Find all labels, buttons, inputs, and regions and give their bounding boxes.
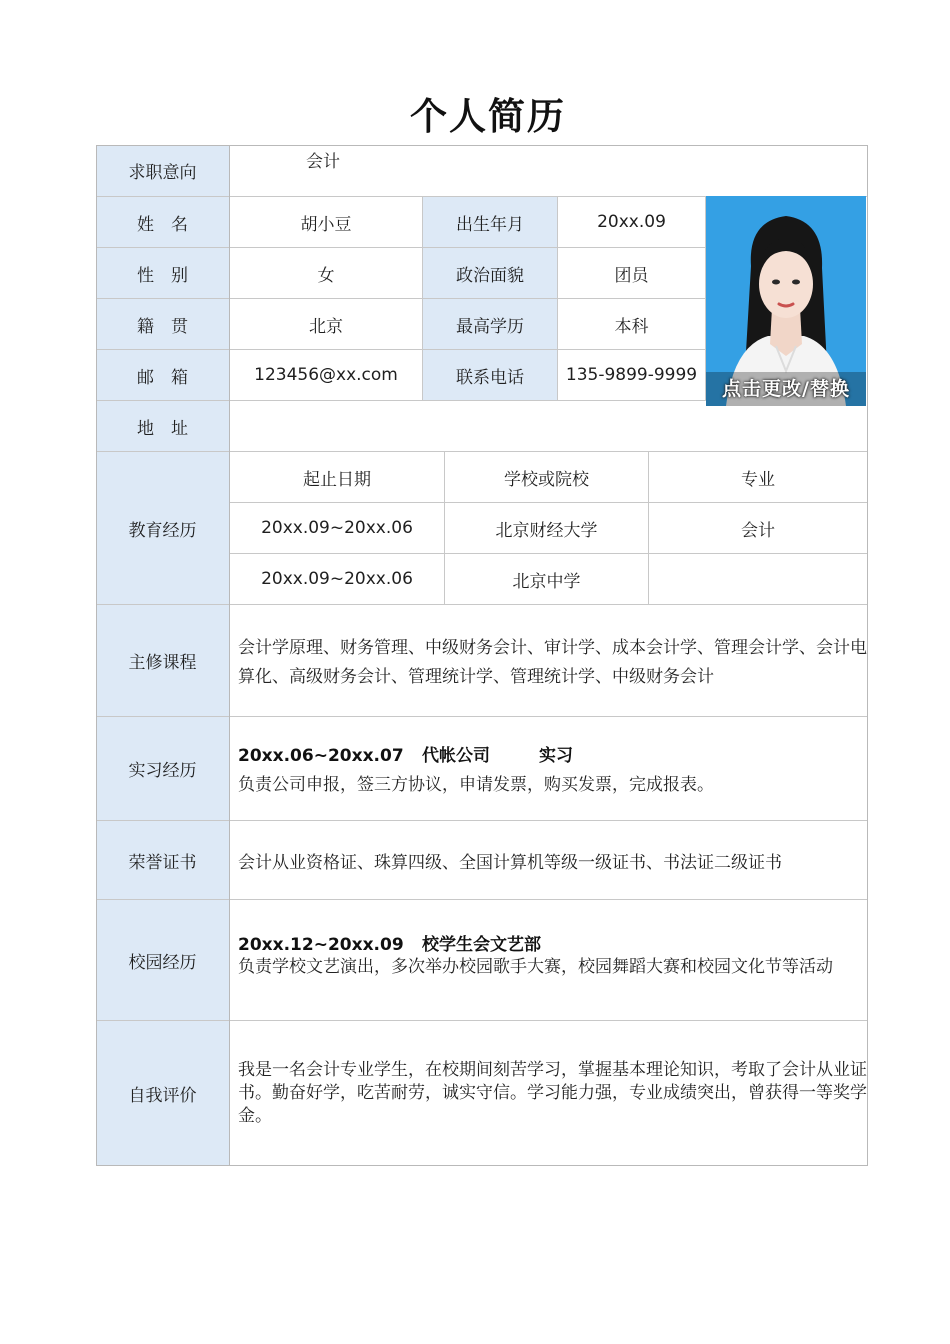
courses-line-1: 会计学原理、财务管理、中级财务会计、审计学、成本会计学、管理会计学、会计电	[238, 638, 867, 658]
internship-company: 代帐公司	[422, 746, 490, 766]
edu-header-dates: 起止日期	[230, 452, 445, 503]
phone-label: 联系电话	[423, 350, 558, 401]
gender-value[interactable]: 女	[230, 248, 423, 299]
self-eval-label: 自我评价	[96, 1021, 230, 1166]
email-value[interactable]: 123456@xx.com	[230, 350, 423, 401]
internship-cell[interactable]	[230, 717, 868, 821]
honors-label: 荣誉证书	[96, 821, 230, 900]
name-value[interactable]: 胡小豆	[230, 197, 423, 248]
politics-value[interactable]: 团员	[558, 248, 706, 299]
edu-row-1-dates[interactable]: 20xx.09~20xx.06	[230, 503, 445, 554]
self-eval-line-2: 书。勤奋好学，吃苦耐劳，诚实守信。学习能力强，专业成绩突出，曾获得一等奖学	[238, 1083, 867, 1103]
job-intent-value[interactable]: 会计	[230, 145, 868, 197]
label-column-divider	[229, 145, 230, 1166]
campus-period: 20xx.12~20xx.09	[238, 935, 404, 955]
phone-value[interactable]: 135-9899-9999	[558, 350, 706, 401]
courses-cell[interactable]	[230, 605, 868, 717]
page-title: 个人简历	[410, 95, 566, 138]
edu-row-1-major[interactable]: 会计	[649, 503, 868, 554]
address-value[interactable]	[230, 401, 868, 452]
campus-desc: 负责学校文艺演出，多次举办校园歌手大赛，校园舞蹈大赛和校园文化节等活动	[238, 957, 833, 977]
edu-row-1-school[interactable]: 北京财经大学	[445, 503, 649, 554]
campus-cell[interactable]	[230, 900, 868, 1021]
birth-value[interactable]: 20xx.09	[558, 197, 706, 248]
photo-replace-caption[interactable]: 点击更改/替换	[706, 372, 866, 406]
politics-label: 政治面貌	[423, 248, 558, 299]
self-eval-line-1: 我是一名会计专业学生，在校期间刻苦学习，掌握基本理论知识，考取了会计从业证	[238, 1060, 867, 1080]
internship-role: 实习	[539, 746, 573, 766]
resume-table	[96, 145, 868, 1166]
job-intent-label: 求职意向	[96, 145, 230, 197]
courses-line-2: 算化、高级财务会计、管理统计学、管理统计学、中级财务会计	[238, 667, 714, 687]
email-label: 邮 箱	[96, 350, 230, 401]
self-eval-line-3: 金。	[238, 1106, 272, 1126]
campus-label: 校园经历	[96, 900, 230, 1021]
edu-header-major: 专业	[649, 452, 868, 503]
self-eval-cell[interactable]	[230, 1021, 868, 1166]
edu-header-school: 学校或院校	[445, 452, 649, 503]
edu-row-2-dates[interactable]: 20xx.09~20xx.06	[230, 554, 445, 605]
edu-row-2-school[interactable]: 北京中学	[445, 554, 649, 605]
internship-period: 20xx.06~20xx.07	[238, 746, 404, 766]
internship-label: 实习经历	[96, 717, 230, 821]
honors-text[interactable]: 会计从业资格证、珠算四级、全国计算机等级一级证书、书法证二级证书	[230, 821, 868, 900]
birth-label: 出生年月	[423, 197, 558, 248]
gender-label: 性 别	[96, 248, 230, 299]
internship-desc: 负责公司申报，签三方协议，申请发票，购买发票，完成报表。	[238, 775, 714, 795]
campus-org: 校学生会文艺部	[422, 935, 541, 955]
edu-row-2-major[interactable]	[649, 554, 868, 605]
degree-value[interactable]: 本科	[558, 299, 706, 350]
profile-photo[interactable]	[706, 196, 866, 406]
courses-label: 主修课程	[96, 605, 230, 717]
degree-label: 最高学历	[423, 299, 558, 350]
origin-value[interactable]: 北京	[230, 299, 423, 350]
address-label: 地 址	[96, 401, 230, 452]
education-label: 教育经历	[96, 452, 230, 605]
origin-label: 籍 贯	[96, 299, 230, 350]
name-label: 姓 名	[96, 197, 230, 248]
